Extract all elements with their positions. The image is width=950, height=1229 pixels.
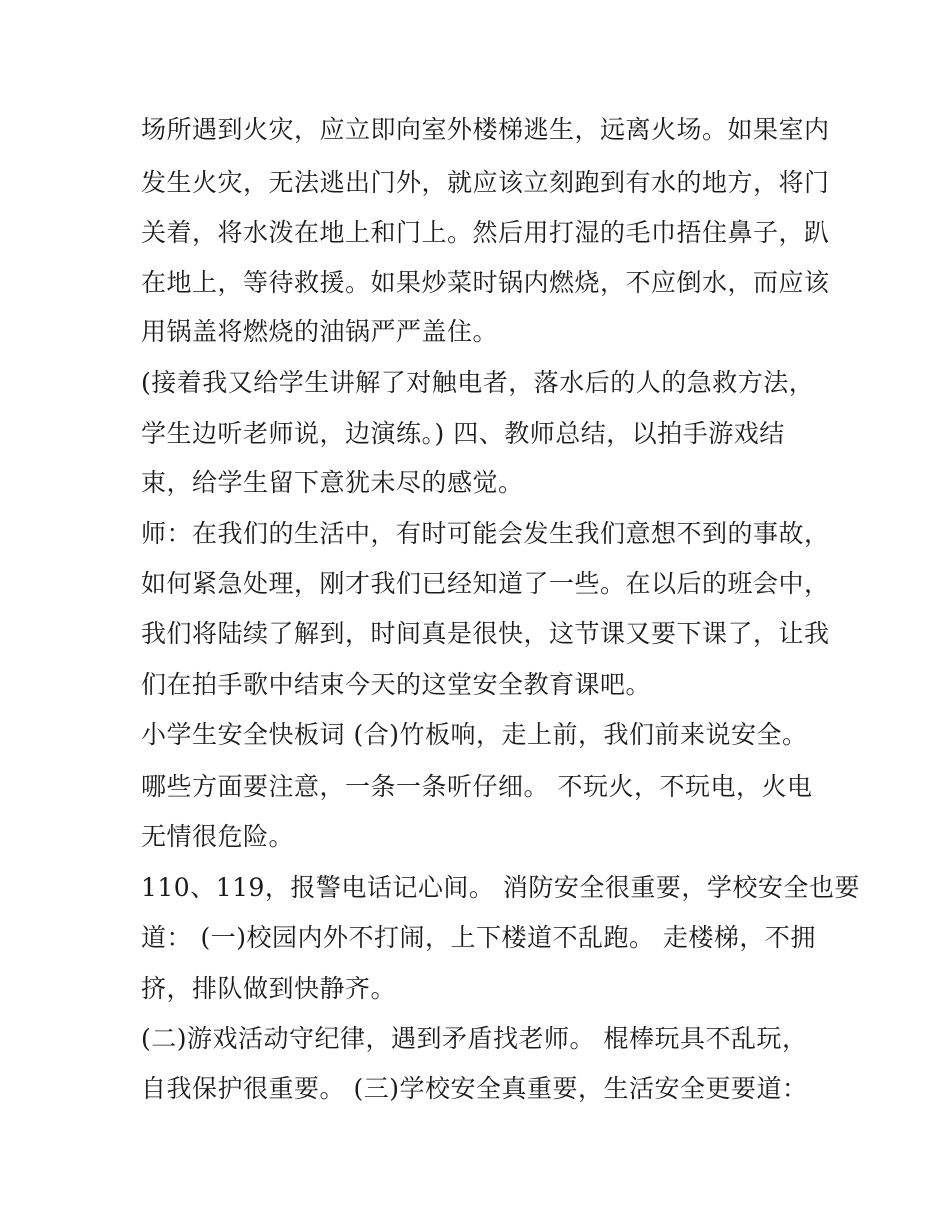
text-line: 无情很危险。 xyxy=(141,822,295,851)
text-line: 学生边听老师说，边演练。) 四、教师总结，以拍手游戏结 xyxy=(141,419,785,448)
text-line: 我们将陆续了解到，时间真是很快，这节课又要下课了，让我 xyxy=(141,619,830,648)
text-line: 哪些方面要注意，一条一条听仔细。 不玩火，不玩电，火电 xyxy=(141,772,813,801)
text-line: 发生火灾，无法逃出门外，就应该立刻跑到有水的地方，将门 xyxy=(141,168,830,197)
text-line: 道： (一)校园内外不打闹，上下楼道不乱跑。 走楼梯，不拥 xyxy=(141,923,816,952)
text-line: 束，给学生留下意犹未尽的感觉。 xyxy=(141,468,524,497)
text-line: 如何紧急处理，刚才我们已经知道了一些。在以后的班会中， xyxy=(141,569,830,598)
text-line: (二)游戏活动守纪律，遇到矛盾找老师。 棍棒玩具不乱玩， xyxy=(141,1024,808,1053)
text-line: 自我保护很重要。 (三)学校安全真重要，生活安全更要道： xyxy=(141,1074,808,1103)
text-line: 场所遇到火灾，应立即向室外楼梯逃生，远离火场。如果室内 xyxy=(141,115,830,144)
text-line: 关着，将水泼在地上和门上。然后用打湿的毛巾捂住鼻子，趴 xyxy=(141,218,830,247)
text-line: 们在拍手歌中结束今天的这堂安全教育课吧。 xyxy=(141,670,652,699)
text-line: (接着我又给学生讲解了对触电者，落水后的人的急救方法， xyxy=(141,368,815,397)
text-line: 师：在我们的生活中，有时可能会发生我们意想不到的事故， xyxy=(141,519,830,548)
text-line: 小学生安全快板词 (合)竹板响，走上前，我们前来说安全。 xyxy=(141,720,808,749)
text-line: 用锅盖将燃烧的油锅严严盖住。 xyxy=(141,317,499,346)
text-line: 110、119，报警电话记心间。 消防安全很重要，学校安全也要 xyxy=(141,873,860,902)
text-line: 挤，排队做到快静齐。 xyxy=(141,974,397,1003)
text-line: 在地上，等待救援。如果炒菜时锅内燃烧，不应倒水，而应该 xyxy=(141,268,830,297)
